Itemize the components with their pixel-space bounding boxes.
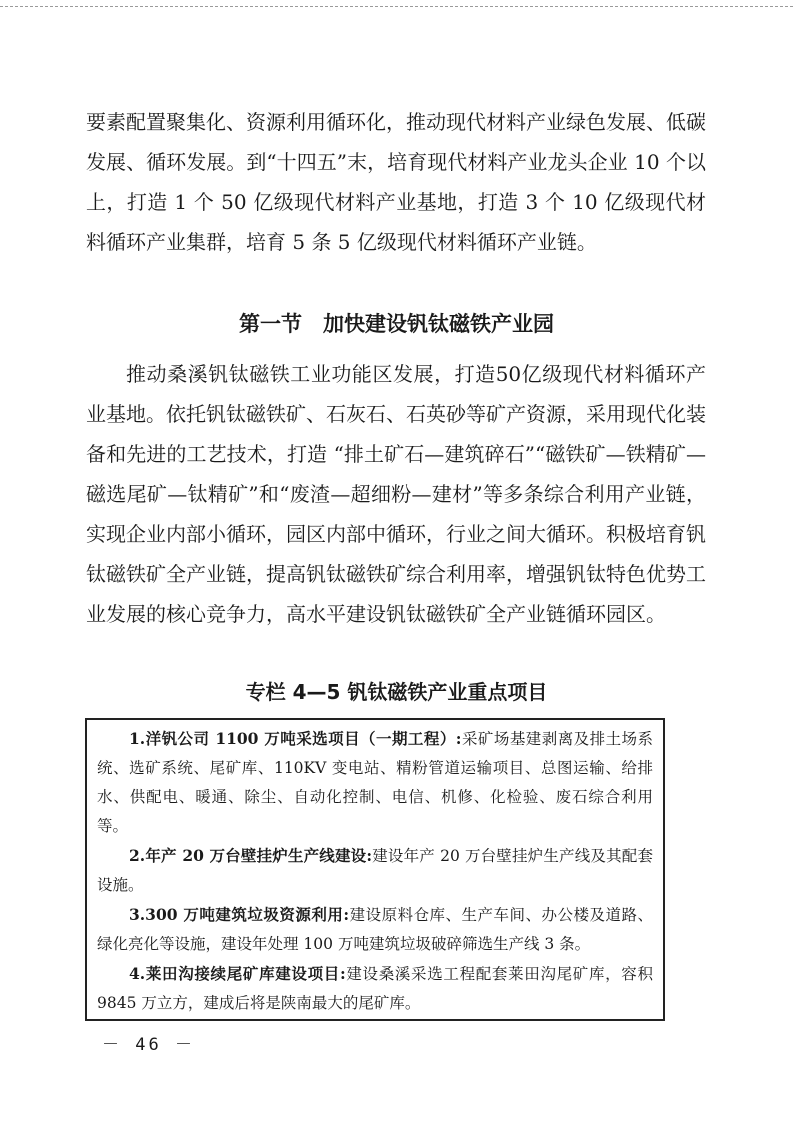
project-item — [97, 900, 653, 959]
project-text: 建设桑溪采选工程配套莱田沟尾矿库，容积 9845 万立方，建成后将是陕南最大的尾矿库。 — [97, 965, 653, 1012]
project-text: 建设年产 20 万台壁挂炉生产线及其配套设施。 — [97, 847, 653, 894]
project-title: 3.300 万吨建筑垃圾资源利用: — [129, 905, 350, 924]
project-text: 建设原料仓库、生产车间、办公楼及道路、绿化亮化等设施，建设年处理 100 万吨建筑垃圾破碎筛选生产线 3 条。 — [97, 906, 653, 953]
project-title: 2.年产 20 万台壁挂炉生产线建设: — [129, 846, 373, 865]
project-title: 4.莱田沟接续尾矿库建设项目: — [129, 964, 346, 983]
project-title: 1.洋钒公司 1100 万吨采选项目（一期工程）: — [129, 729, 462, 748]
project-box — [85, 718, 665, 1021]
project-item — [97, 724, 653, 841]
box-heading: 专栏 4—5 钒钛磁铁产业重点项目 — [245, 680, 548, 704]
section-paragraph: 推动桑溪钒钛磁铁工业功能区发展，打造50亿级现代材料循环产业基地。依托钒钛磁铁矿、石灰石、石英砂等矿产资源，采用现代化装备和先进的工艺技术，打造 “排土矿石—建筑碎石”“磁铁矿—铁精矿—磁选尾矿—钛精矿”和“废渣—超细粉—建材”等多条综合利用产业链，实现企业内部小循环，园区内部中循环，行业之间大循环。积极培育钒钛磁铁矿全产业链，提高钒钛磁铁矿综合利用率，增强钒钛特色优势工业发展的核心竞争力，高水平建设钒钛磁铁矿全产业链循环园区。 — [86, 362, 706, 626]
project-item — [97, 841, 653, 900]
project-item — [97, 959, 653, 1018]
section-heading: 第一节 加快建设钒钛磁铁产业园 — [239, 312, 554, 336]
project-text: 采矿场基建剥离及排土场系统、选矿系统、尾矿库、110KV 变电站、精粉管道运输项目、总图运输、给排水、供配电、暖通、除尘、自动化控制、电信、机修、化检验、废石综合利用等。 — [97, 730, 653, 835]
intro-paragraph: 要素配置聚集化、资源利用循环化，推动现代材料产业绿色发展、低碳发展、循环发展。到“十四五”末，培育现代材料产业龙头企业 10 个以上，打造 1 个 50 亿级现代材料产业基地，打造 3 个 10 亿级现代材料循环产业集群，培育 5 条 5 亿级现代材料循环产业链。 — [86, 110, 706, 254]
scan-top-line — [0, 6, 793, 7]
page-number: － 46 － — [102, 1035, 195, 1055]
